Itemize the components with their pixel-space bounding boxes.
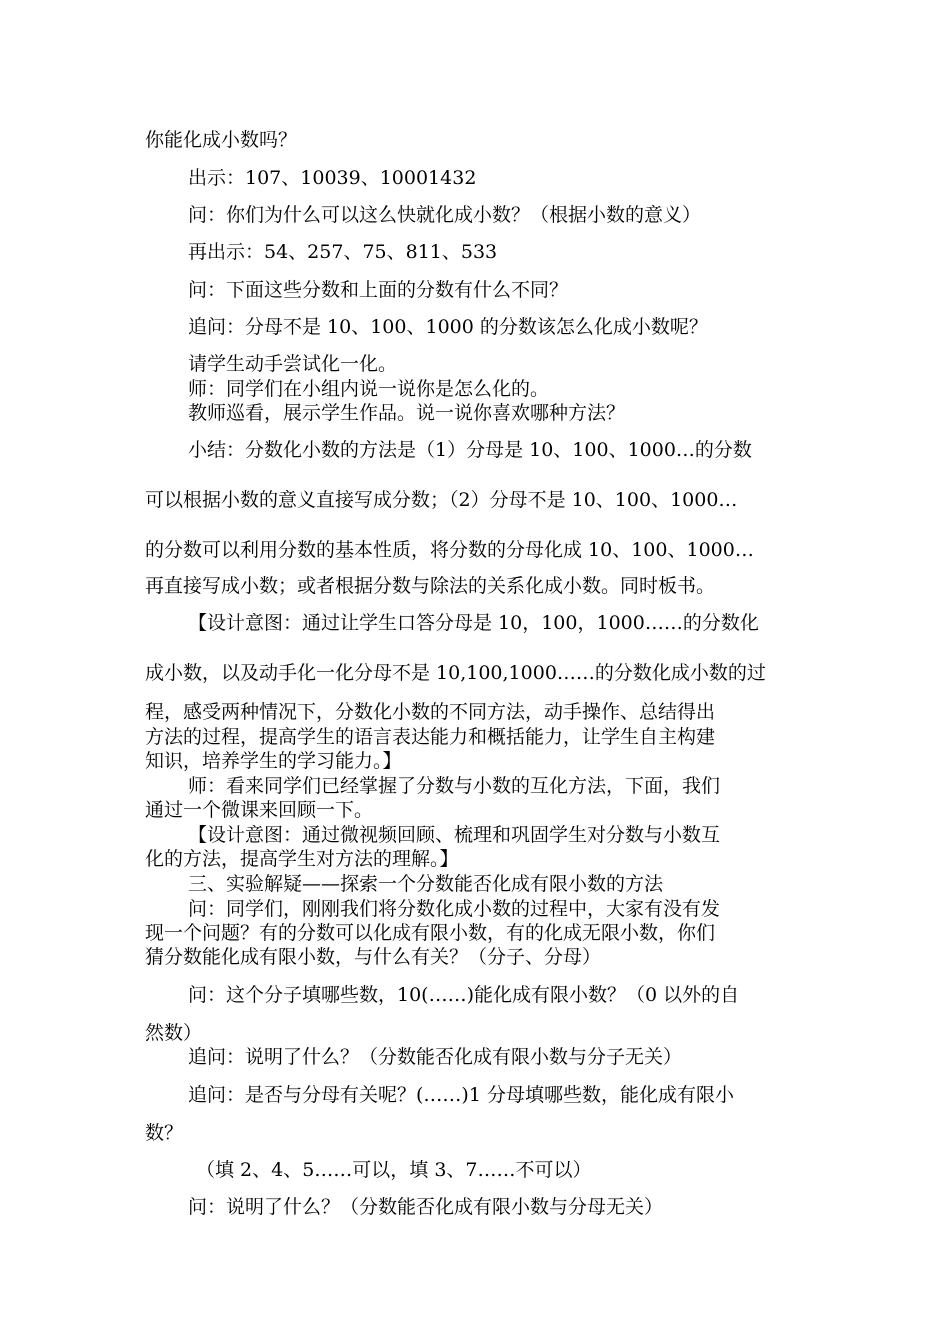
text-line: 请学生动手尝试化一化。 <box>188 353 398 375</box>
text-line: 追问：是否与分母有关呢？(……)1 分母填哪些数，能化成有限小 <box>188 1084 734 1106</box>
text-line: 师：看来同学们已经掌握了分数与小数的互化方法，下面，我们 <box>188 775 721 797</box>
text-line: 知识，培养学生的学习能力。】 <box>145 750 402 772</box>
text-line: 小结：分数化小数的方法是（1）分母是 10、100、1000…的分数 <box>188 439 752 461</box>
text-line: 方法的过程，提高学生的语言表达能力和概括能力，让学生自主构建 <box>145 726 716 748</box>
text-line: 追问：说明了什么？（分数能否化成有限小数与分子无关） <box>188 1046 683 1068</box>
text-line: 【设计意图：通过让学生口答分母是 10，100，1000……的分数化 <box>188 612 759 634</box>
text-line: 现一个问题？有的分数可以化成有限小数，有的化成无限小数，你们 <box>145 922 716 944</box>
text-line: 化的方法，提高学生对方法的理解。】 <box>145 848 459 870</box>
text-line: 程，感受两种情况下，分数化小数的不同方法，动手操作、总结得出 <box>145 701 716 723</box>
text-line: 你能化成小数吗？ <box>145 129 298 151</box>
text-line: （填 2、4、5……可以，填 3、7……不可以） <box>196 1159 592 1181</box>
text-line: 数？ <box>145 1122 184 1144</box>
text-line: 问：说明了什么？（分数能否化成有限小数与分母无关） <box>188 1196 664 1218</box>
text-line: 追问：分母不是 10、100、1000 的分数该怎么化成小数呢？ <box>188 316 708 338</box>
text-line: 可以根据小数的意义直接写成分数；（2）分母不是 10、100、1000… <box>145 489 738 511</box>
text-line: 然数） <box>145 1022 203 1044</box>
section-heading: 三、实验解疑——探索一个分数能否化成有限小数的方法 <box>188 873 664 895</box>
text-line: 猜分数能化成有限小数，与什么有关？（分子、分母） <box>145 946 602 968</box>
text-line: 的分数可以利用分数的基本性质，将分数的分母化成 10、100、1000… <box>145 539 754 561</box>
text-line: 问：同学们，刚刚我们将分数化成小数的过程中，大家有没有发 <box>188 898 721 920</box>
text-line: 再直接写成小数；或者根据分数与除法的关系化成小数。同时板书。 <box>145 575 716 597</box>
text-line: 成小数，以及动手化一化分母不是 10,100,1000……的分数化成小数的过 <box>145 662 766 684</box>
text-line: 通过一个微课来回顾一下。 <box>145 799 374 821</box>
text-line: 教师巡看，展示学生作品。说一说你喜欢哪种方法？ <box>188 402 626 424</box>
text-line: 问：这个分子填哪些数，10(……)能化成有限小数？（0 以外的自 <box>188 984 740 1006</box>
text-line: 出示：107、10039、10001432 <box>188 167 477 189</box>
text-line: 问：下面这些分数和上面的分数有什么不同？ <box>188 279 569 301</box>
text-line: 师：同学们在小组内说一说你是怎么化的。 <box>188 378 550 400</box>
text-line: 问：你们为什么可以这么快就化成小数？（根据小数的意义） <box>188 204 702 226</box>
text-line: 【设计意图：通过微视频回顾、梳理和巩固学生对分数与小数互 <box>188 824 721 846</box>
text-line: 再出示：54、257、75、811、533 <box>188 241 498 263</box>
